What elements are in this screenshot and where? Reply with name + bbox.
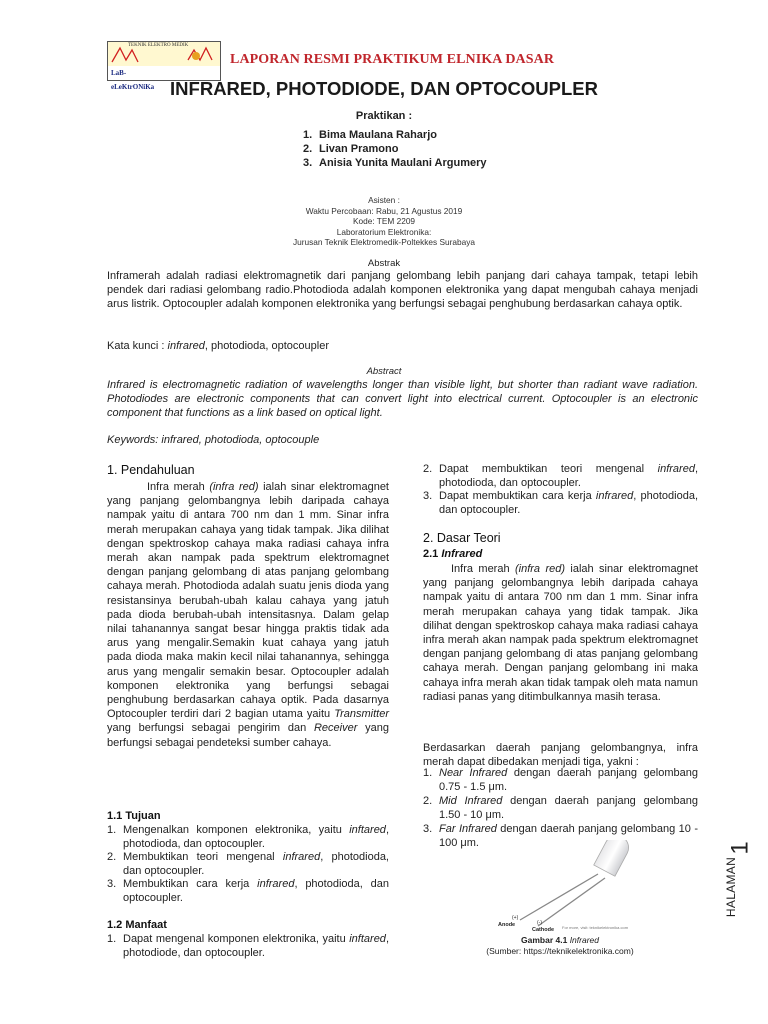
report-header-title: LAPORAN RESMI PRAKTIKUM ELNIKA DASAR — [230, 52, 555, 67]
tujuan-list — [107, 824, 389, 906]
lab-logo — [107, 41, 221, 91]
section-heading-dasar-teori: 2. Dasar Teori — [423, 531, 501, 545]
list-item: 1. Near Infrared dengan daerah panjang gelombang 0.75 - 1.5 μm. — [423, 767, 698, 793]
figure-watermark: For more, visit: teknikelektronika.com — [562, 925, 629, 930]
praktikan-label: Praktikan : — [355, 110, 413, 122]
halaman-label: HALAMAN — [724, 856, 739, 918]
waktu-percobaan: Waktu Percobaan: Rabu, 21 Agustus 2019 — [305, 205, 463, 216]
subsection-heading-infrared: 2.1 Infrared — [423, 548, 483, 560]
asisten: Asisten : — [368, 195, 400, 205]
list-item: 3. Membuktikan cara kerja infrared, photodioda, dan optocoupler. — [107, 878, 389, 904]
infrared-types-list — [423, 767, 698, 851]
author-list — [303, 128, 487, 170]
keywords: Keywords: infrared, photodioda, optocouple — [107, 434, 320, 446]
abstrak-text: Inframerah adalah radiasi elektromagnetik dari panjang gelombang lebih panjang dari cahaya tampak, tetapi lebih pendek dari radiasi gelombang radio.Photodioda adalah komponen elektronika yang dapat mengubah cahaya menjadi arus listrik. Optocoupler adalah komponen elektronika yang berfungsi sebagai penghubung berdasarkan cahaya optik. — [107, 270, 698, 311]
abstract-heading: Abstract — [366, 366, 402, 377]
list-item: 2. Dapat membuktikan teori mengenal infrared, photodioda, dan optocoupler. — [423, 463, 698, 489]
dasar-teori-text: Infra merah (infra red) ialah sinar elektromagnet yang panjang gelombangnya lebih daripada cahaya nampak yaitu di antara 700 nm dan 1 mm. Sinar infra merah merupakan cahaya yang tidak tampak. Jika dilihat dengan spektroskop cahaya maka radiasi cahaya infra merah akan nampak pada spektrum elektromagnet dengan panjang gelombang di atas panjang gelombang cahaya merah. Dengan panjang gelombang ini maka cahaya infra merah akan tidak tampak oleh mata namun radiasi panas yang ditimbulkannya masih terasa. — [423, 563, 698, 703]
label-minus: (-) — [537, 920, 542, 926]
author-item: 1. Bima Maulana Raharjo — [303, 129, 437, 141]
subsection-heading-tujuan: 1.1 Tujuan — [107, 810, 161, 822]
infrared-led-figure — [490, 840, 640, 934]
label-cathode: Cathode — [532, 927, 554, 933]
abstrak-heading: Abstrak — [367, 258, 401, 269]
logo-banner — [108, 42, 220, 66]
pendahuluan-text: Infra merah (infra red) ialah sinar elektromagnet yang panjang gelombangnya lebih daripada cahaya nampak yaitu di antara 700 nm dan 1 mm. Sinar infra merah merupakan cahaya yang tidak tampak. Jika dilihat dengan spektroskop cahaya maka radiasi cahaya infra merah akan nampak pada spektrum elektromagnet dengan panjang gelombang di atas panjang gelombang cahaya merah. Photodioda adalah suatu jenis dioda yang resistansinya berubah-ubah kalau cahaya yang jatuh pada dioda berubah-ubah intensitasnya. Dalam gelap nilai tahanannya sangat besar hingga praktis tidak ada arus yang mengalir.Semakin kuat cahaya yang jatuh pada dioda maka makin kecil nilai tahanannya, sehingga arus yang mengalir semakin besar. Optocoupler adalah komponen elektronika yang berfungsi sebagai penghubung berdasarkan cahaya optik. Pada dasarnya Optocoupler terdiri dari 2 bagian utama yaitu Transmitter yang berfungsi sebagai pengirim dan Receiver yang berfungsi sebagai pendeteksi sumber cahaya. — [107, 481, 389, 749]
figure-caption: Gambar 4.1 Infrared (Sumber: https://teknikelektronika.com) — [420, 935, 700, 956]
list-item: 3. Dapat membuktikan cara kerja infrared, photodioda, dan optocoupler. — [423, 490, 698, 516]
meta-info — [0, 195, 768, 248]
figure-source: (Sumber: https://teknikelektronika.com) — [486, 945, 634, 956]
abstract-text: Infrared is electromagnetic radiation of wavelengths longer than visible light, but shorter than radiant wave radiation. Photodiodes are electronic components that can convert light into electrical current. Optocoupler is an electronic component that functions as a link based on optical light. — [107, 379, 698, 420]
author-item: 3. Anisia Yunita Maulani Argumery — [303, 157, 487, 169]
list-item: 2. Membuktikan teori mengenal infrared, photodioda, dan optocoupler. — [107, 851, 389, 877]
logo-text: LaB-eLeKtrONiKa — [108, 66, 167, 80]
dasar-teori-text-2: Berdasarkan daerah panjang gelombangnya, infra merah dapat dibedakan menjadi tiga, yakni : — [423, 742, 698, 769]
main-title: INFRARED, PHOTODIODE, DAN OPTOCOUPLER — [170, 78, 598, 99]
list-item: 1. Mengenalkan komponen elektronika, yaitu inftared, photodioda, dan optocoupler. — [107, 824, 389, 850]
jurusan: Jurusan Teknik Elektromedik-Poltekkes Surabaya — [292, 237, 475, 247]
manfaat-list-continued — [423, 463, 698, 517]
halaman-number: 1 — [726, 841, 754, 855]
section-heading-pendahuluan: 1. Pendahuluan — [107, 463, 195, 477]
manfaat-list — [107, 933, 389, 960]
author-item: 2. Livan Pramono — [303, 143, 399, 155]
subsection-heading-manfaat: 1.2 Manfaat — [107, 919, 167, 931]
kode: Kode: TEM 2209 — [352, 216, 416, 226]
logo-tag: TEKNIK ELEKTRO MEDIK — [128, 43, 189, 48]
laboratorium: Laboratorium Elektronika: — [336, 226, 432, 237]
label-anode: Anode — [498, 922, 516, 928]
label-plus: (+) — [512, 915, 519, 921]
kata-kunci: Kata kunci : infrared, photodioda, optocoupler — [107, 340, 329, 352]
list-item: 3. Far Infrared dengan daerah panjang gelombang 10 - 100 μm. — [423, 823, 698, 849]
list-item: 1. Dapat mengenal komponen elektronika, yaitu inftared, photodiode, dan optocoupler. — [107, 933, 389, 959]
list-item: 2. Mid Infrared dengan daerah panjang gelombang 1.50 - 10 μm. — [423, 795, 698, 821]
page-number — [723, 840, 763, 920]
